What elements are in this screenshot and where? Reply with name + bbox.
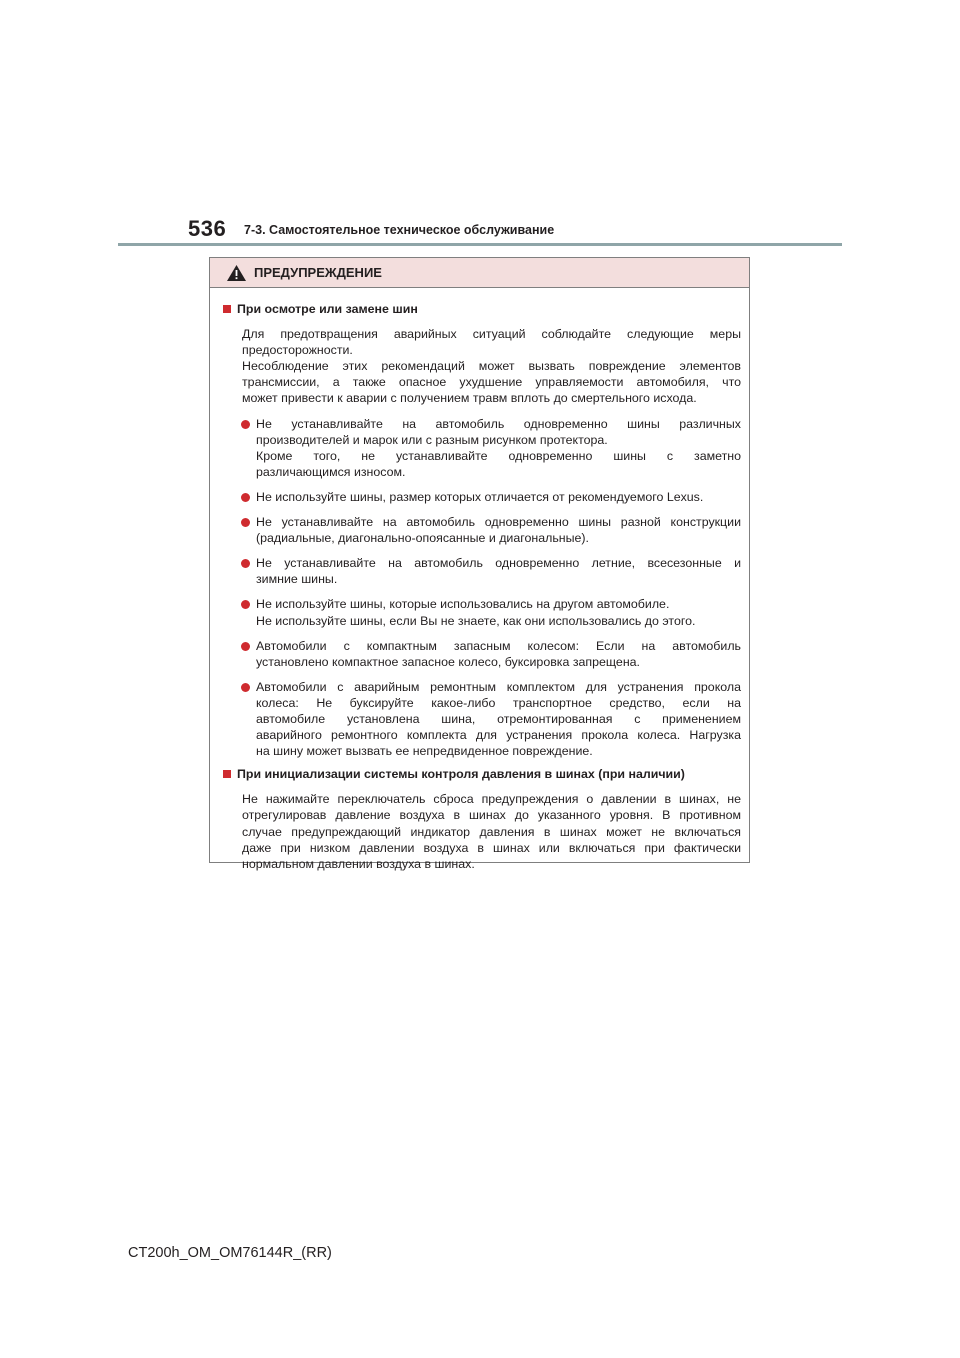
warning-content [210, 288, 749, 872]
text-line: Для предотвращения аварийных ситуаций соблюдайте следующие меры [242, 327, 741, 342]
red-dot-icon [241, 493, 250, 502]
text-line: колеса: Не буксируйте какое-либо транспортное средство, если на [256, 695, 741, 710]
text-line: производителей и марок или с разным рисунком протектора. [256, 432, 608, 447]
text-line: Несоблюдение этих рекомендаций может вызвать повреждение элементов [242, 359, 741, 374]
text-line: зимние шины. [256, 572, 338, 587]
text-line: может привести к аварии с получением травм вплоть до смертельного исхода. [242, 391, 697, 406]
bullet-item [241, 514, 741, 546]
tpms-paragraph [242, 791, 741, 871]
heading-text: При инициализации системы контроля давления в шинах (при наличии) [237, 767, 685, 782]
text-line: Не устанавливайте на автомобиль одновременно шины разной конструкции [256, 515, 741, 530]
warning-box [209, 257, 750, 871]
section-heading-tpms [223, 766, 741, 782]
red-dot-icon [241, 600, 250, 609]
red-square-icon [223, 770, 231, 778]
heading-text: При осмотре или замене шин [237, 302, 418, 316]
text-line: установлено компактное запасное колесо, буксировка запрещена. [256, 654, 641, 669]
text-line: различающимся износом. [256, 464, 406, 479]
text-line: трансмиссии, а также опасное ухудшение управляемости автомобиля, что [242, 375, 741, 390]
bullet-item [241, 596, 741, 628]
text-line: нормальном давлении воздуха в шинах. [242, 856, 475, 871]
text-line: (радиальные, диагонально-опоясанные и диагональные). [256, 531, 590, 546]
red-dot-icon [241, 683, 250, 692]
red-square-icon [223, 305, 231, 313]
section-title: 7-3. Самостоятельное техническое обслуживание [244, 223, 555, 237]
warning-header [210, 258, 749, 288]
text-line: Не используйте шины, которые использовались на другом автомобиле. [256, 597, 670, 612]
text-line: Не устанавливайте на автомобиль одновременно шины различных [256, 416, 741, 431]
bullet-item [241, 638, 741, 670]
text-line: Автомобили с аварийным ремонтным комплектом для устранения прокола [256, 679, 741, 694]
text-line: случае предупреждающий индикатор давления в шинах может не включаться [242, 824, 741, 839]
header-rule [118, 243, 842, 246]
text-line: Кроме того, не устанавливайте одновременно шины с заметно [256, 448, 741, 463]
bullet-item [241, 416, 741, 480]
text-line: Не используйте шины, если Вы не знаете, как они использовались до этого. [256, 613, 696, 628]
warning-triangle-icon [226, 264, 247, 282]
bullet-item [241, 555, 741, 587]
text-line: аварийного ремонтного комплекта для устранения прокола колеса. Нагрузка [256, 728, 741, 743]
text-line: отрегулировав давление воздуха в шинах до указанного уровня. В противном [242, 808, 741, 823]
red-dot-icon [241, 518, 250, 527]
text-line: Не используйте шины, размер которых отличается от рекомендуемого Lexus. [256, 489, 704, 504]
warning-title: ПРЕДУПРЕЖДЕНИЕ [254, 265, 382, 280]
text-line: Автомобили с компактным запасным колесом: Если на автомобиль [256, 638, 741, 653]
text-line: автомобиле установлена шина, отремонтированная с применением [256, 711, 741, 726]
text-line: предосторожности. [242, 343, 353, 358]
red-dot-icon [241, 642, 250, 651]
intro-paragraph [242, 326, 741, 406]
bullet-item [241, 679, 741, 759]
text-line: Не устанавливайте на автомобиль одновременно летние, всесезонные и [256, 556, 741, 571]
red-dot-icon [241, 559, 250, 568]
page-number: 536 [188, 216, 227, 241]
red-dot-icon [241, 420, 250, 429]
text-line: Не нажимайте переключатель сброса предупреждения о давлении в шинах, не [242, 792, 741, 807]
section-heading-tires [223, 301, 741, 317]
text-line: на шину может вызвать ее непредвиденное повреждение. [256, 744, 593, 759]
text-line: даже при низком давлении воздуха в шинах или включаться при фактически [242, 840, 741, 855]
bullet-item [241, 489, 741, 505]
document-code: CT200h_OM_OM76144R_(RR) [128, 1245, 332, 1261]
